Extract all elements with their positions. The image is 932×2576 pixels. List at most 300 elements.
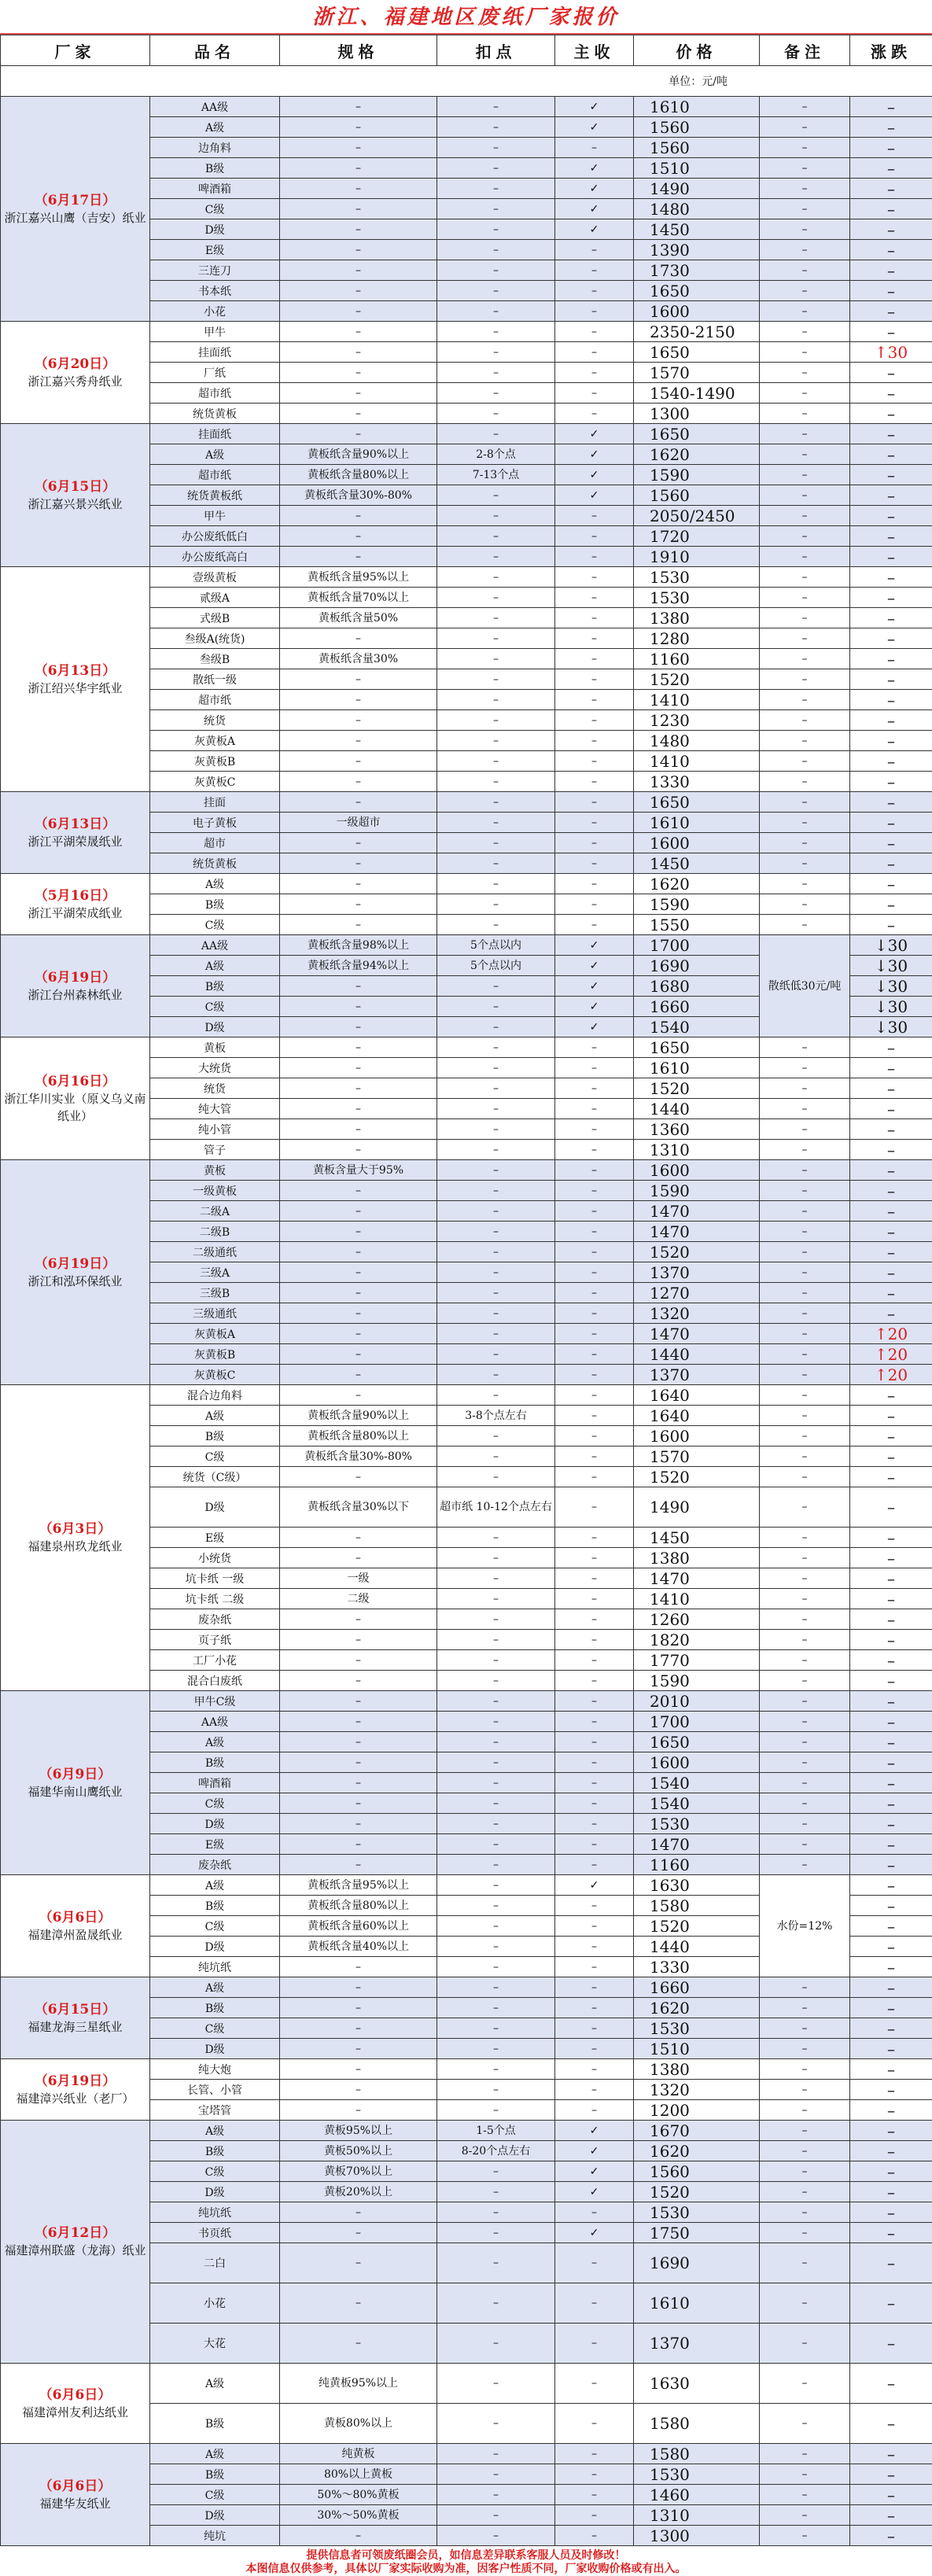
collect-cell: – [555,1896,634,1916]
change-cell: – [850,301,932,322]
product-name: D级 [150,1017,280,1037]
deduct-cell: – [437,813,555,833]
product-name: 宝塔管 [150,2100,280,2121]
collect-cell: – [555,1181,634,1201]
change-cell: – [850,1691,932,1712]
change-cell: – [850,1548,932,1568]
note-cell: – [760,710,850,731]
product-name: C级 [150,915,280,935]
change-cell: – [850,1896,932,1916]
change-cell: – [850,1385,932,1406]
note-cell: 散纸低30元/吨 [760,935,850,1037]
deduct-cell: – [437,506,555,526]
product-name: A级 [150,2121,280,2141]
collect-cell: – [555,1528,634,1548]
table-row [1,322,932,342]
note-cell: 水份=12% [760,1875,850,1977]
product-name: 电子黄板 [150,813,280,833]
spec-cell: – [280,2283,437,2324]
product-name: 散纸一级 [150,669,280,690]
deduct-cell: – [437,1426,555,1446]
change-cell: – [850,465,932,485]
collect-cell: – [555,1548,634,1568]
price-cell: 1470 [634,1324,760,1344]
factory-name: 福建华南山鹰纸业 [28,1784,123,1799]
change-cell: – [850,424,932,444]
spec-cell: – [280,424,437,444]
deduct-cell: – [437,792,555,813]
price-cell: 1670 [634,2121,760,2141]
collect-cell: ✓ [555,97,634,117]
product-name: B级 [150,1426,280,1446]
table-row [1,97,932,117]
factory-name: 浙江嘉兴景兴纸业 [28,496,123,511]
spec-cell: 黄板70%以上 [280,2161,437,2182]
spec-cell: 黄板纸含量95%以上 [280,567,437,588]
deduct-cell: – [437,1977,555,1998]
note-cell: – [760,2080,850,2100]
factory-name: 浙江嘉兴秀舟纸业 [28,374,123,389]
spec-cell: – [280,1017,437,1037]
collect-cell: – [555,506,634,526]
collect-cell: – [555,1773,634,1793]
product-name: A级 [150,956,280,976]
note-cell: – [760,2018,850,2039]
price-cell: 1580 [634,2404,760,2444]
collect-cell: – [555,240,634,260]
product-name: 超市 [150,833,280,853]
price-cell: 1520 [634,1916,760,1937]
product-name: 叁级A(统货) [150,628,280,649]
price-cell: 1640 [634,1385,760,1406]
deduct-cell: – [437,669,555,690]
change-cell: – [850,1037,932,1058]
note-cell: – [760,1242,850,1262]
deduct-cell: – [437,1937,555,1957]
product-name: D级 [150,2039,280,2059]
deduct-cell: – [437,158,555,179]
collect-cell: – [555,853,634,874]
collect-cell: – [555,833,634,853]
price-cell: 1520 [634,669,760,690]
collect-cell: – [555,792,634,813]
note-cell: – [760,138,850,158]
spec-cell: 黄板80%以上 [280,2404,437,2444]
collect-cell: – [555,915,634,935]
product-name: 统货黄板 [150,404,280,424]
factory-cell [1,792,150,874]
price-cell: 1410 [634,751,760,772]
deduct-cell: – [437,1630,555,1650]
note-cell: – [760,1324,850,1344]
note-cell: – [760,1426,850,1446]
change-cell: – [850,1303,932,1324]
spec-cell: – [280,1058,437,1078]
change-cell: – [850,2161,932,2182]
deduct-cell: – [437,976,555,997]
spec-cell: – [280,281,437,301]
deduct-cell: – [437,404,555,424]
note-cell: – [760,608,850,628]
note-cell: – [760,1119,850,1140]
spec-cell: 黄板纸含量30%以下 [280,1487,437,1528]
deduct-cell: – [437,1058,555,1078]
note-cell: – [760,1262,850,1283]
change-cell: – [850,1078,932,1099]
change-cell: – [850,1752,932,1773]
change-cell: – [850,690,932,710]
product-name: 统货 [150,1078,280,1099]
spec-cell: 纯黄板 [280,2444,437,2464]
deduct-cell: – [437,138,555,158]
spec-cell: – [280,2526,437,2546]
deduct-cell: – [437,1385,555,1406]
collect-cell: – [555,1446,634,1467]
deduct-cell: – [437,567,555,588]
factory-cell [1,322,150,424]
factory-cell [1,935,150,1037]
spec-cell: – [280,1303,437,1324]
deduct-cell: – [437,1262,555,1283]
product-name: 啤酒箱 [150,179,280,199]
price-cell: 1700 [634,1712,760,1732]
note-cell: – [760,1201,850,1222]
note-cell: – [760,404,850,424]
note-cell: – [760,2324,850,2364]
note-cell: – [760,772,850,792]
unit-row [1,66,932,97]
change-cell: – [850,628,932,649]
product-name: A级 [150,1406,280,1426]
note-cell: – [760,1977,850,1998]
spec-cell: – [280,1528,437,1548]
product-name: 纯大管 [150,1099,280,1119]
deduct-cell: – [437,2223,555,2243]
note-cell: – [760,2039,850,2059]
collect-cell: ✓ [555,2223,634,2243]
spec-cell: – [280,1242,437,1262]
product-name: 统货 [150,710,280,731]
note-cell: – [760,2161,850,2182]
spec-cell: – [280,751,437,772]
header-spec: 规格 [280,35,437,66]
product-name: A级 [150,1977,280,1998]
change-cell: – [850,2018,932,2039]
price-cell: 1700 [634,935,760,956]
note-cell: – [760,97,850,117]
change-cell: – [850,710,932,731]
collect-cell: ✓ [555,1875,634,1896]
spec-cell: – [280,915,437,935]
price-cell: 1600 [634,301,760,322]
collect-cell: – [555,1426,634,1446]
note-cell: – [760,1773,850,1793]
collect-cell: – [555,322,634,342]
collect-cell: – [555,1650,634,1671]
factory-cell [1,1037,150,1160]
spec-cell: – [280,138,437,158]
change-cell: – [850,1201,932,1222]
factory-date: （6月16日） [34,1073,116,1089]
factory-date: （6月19日） [34,2073,116,2089]
deduct-cell: – [437,690,555,710]
product-name: C级 [150,1916,280,1937]
note-cell: – [760,506,850,526]
note-cell: – [760,2059,850,2080]
deduct-cell: 2-8个点 [437,444,555,465]
deduct-cell: – [437,1855,555,1875]
change-cell: – [850,2505,932,2526]
spec-cell: 一级超市 [280,813,437,833]
change-cell: ↓30 [850,956,932,976]
collect-cell: – [555,649,634,669]
collect-cell: – [555,2018,634,2039]
spec-cell: 黄板纸含量98%以上 [280,935,437,956]
collect-cell: – [555,1058,634,1078]
collect-cell: ✓ [555,956,634,976]
spec-cell: 30%～50%黄板 [280,2505,437,2526]
change-cell: – [850,915,932,935]
deduct-cell: – [437,1752,555,1773]
product-name: 工厂小花 [150,1650,280,1671]
factory-cell [1,1875,150,1977]
spec-cell: – [280,772,437,792]
price-cell: 1530 [634,2202,760,2223]
price-cell: 1520 [634,2182,760,2202]
collect-cell: – [555,281,634,301]
change-cell: – [850,179,932,199]
price-cell: 1530 [634,588,760,608]
spec-cell: – [280,2243,437,2283]
change-cell: – [850,2324,932,2364]
change-cell: – [850,608,932,628]
deduct-cell: – [437,1303,555,1324]
factory-date: （6月19日） [34,969,116,986]
change-cell: – [850,2100,932,2121]
price-cell: 1310 [634,2505,760,2526]
price-cell: 1580 [634,2444,760,2464]
note-cell: – [760,1467,850,1487]
note-cell: – [760,1037,850,1058]
note-cell: – [760,424,850,444]
spec-cell: – [280,2080,437,2100]
spec-cell: – [280,853,437,874]
deduct-cell: – [437,1712,555,1732]
change-cell: – [850,1160,932,1181]
collect-cell: – [555,2100,634,2121]
deduct-cell: – [437,1589,555,1609]
change-cell: – [850,751,932,772]
factory-name: 福建漳州联盛（龙海）纸业 [4,2243,146,2257]
price-cell: 1320 [634,1303,760,1324]
change-cell: – [850,547,932,567]
collect-cell: – [555,1160,634,1181]
collect-cell: – [555,2324,634,2364]
spec-cell: – [280,1548,437,1568]
deduct-cell: 7-13个点 [437,465,555,485]
product-name: C级 [150,2018,280,2039]
note-cell: – [760,1671,850,1691]
deduct-cell: – [437,1037,555,1058]
product-name: 办公废纸高白 [150,547,280,567]
change-cell: – [850,1446,932,1467]
note-cell: – [760,1650,850,1671]
change-cell: – [850,1426,932,1446]
spec-cell: – [280,1365,437,1385]
spec-cell: – [280,1998,437,2018]
product-name: AA级 [150,935,280,956]
collect-cell: ✓ [555,997,634,1017]
factory-name: 浙江平湖荣成纸业 [28,905,123,920]
note-cell: – [760,1998,850,2018]
note-cell: – [760,363,850,383]
change-cell: – [850,506,932,526]
price-cell: 1530 [634,1814,760,1834]
price-cell: 1720 [634,526,760,547]
factory-name: 福建漳州盈晟纸业 [28,1927,123,1942]
factory-date: （6月15日） [34,478,116,495]
factory-cell [1,2059,150,2121]
price-cell: 1510 [634,2039,760,2059]
price-cell: 1280 [634,628,760,649]
product-name: B级 [150,1896,280,1916]
collect-cell: – [555,1671,634,1691]
factory-name: 浙江华川实业（原义乌义南纸业） [4,1091,146,1123]
price-cell: 1540 [634,1793,760,1814]
spec-cell: 黄板纸含量90%以上 [280,444,437,465]
note-cell: – [760,813,850,833]
product-name: 办公废纸低白 [150,526,280,547]
product-name: 甲牛 [150,506,280,526]
collect-cell: – [555,1589,634,1609]
note-cell: – [760,2121,850,2141]
deduct-cell: – [437,1896,555,1916]
price-cell: 1540 [634,1017,760,1037]
spec-cell: – [280,874,437,894]
price-cell: 1610 [634,1058,760,1078]
change-cell: – [850,1855,932,1875]
spec-cell: – [280,1957,437,1977]
change-cell: – [850,1589,932,1609]
price-cell: 1610 [634,2283,760,2324]
spec-cell: – [280,97,437,117]
collect-cell: – [555,1977,634,1998]
product-name: 纯坑 [150,2526,280,2546]
spec-cell: – [280,260,437,281]
collect-cell: – [555,731,634,751]
spec-cell: 黄板纸含量90%以上 [280,1406,437,1426]
spec-cell: – [280,1385,437,1406]
price-cell: 1650 [634,1732,760,1752]
note-cell: – [760,444,850,465]
product-name: 废杂纸 [150,1609,280,1630]
spec-cell: – [280,383,437,404]
change-cell: ↑30 [850,342,932,363]
note-cell: – [760,2505,850,2526]
deduct-cell: – [437,2364,555,2404]
change-cell: – [850,1916,932,1937]
spec-cell: – [280,1262,437,1283]
spec-cell: – [280,1099,437,1119]
product-name: AA级 [150,97,280,117]
spec-cell: – [280,1467,437,1487]
change-cell: – [850,281,932,301]
spec-cell: – [280,1650,437,1671]
deduct-cell: 超市纸 10-12个点左右 [437,1487,555,1528]
collect-cell: – [555,383,634,404]
product-name: 大统货 [150,1058,280,1078]
note-cell: – [760,1160,850,1181]
note-cell: – [760,1528,850,1548]
price-cell: 1620 [634,874,760,894]
deduct-cell: – [437,1814,555,1834]
factory-date: （6月6日） [39,2386,112,2403]
change-cell: – [850,1528,932,1548]
deduct-cell: – [437,710,555,731]
spec-cell: – [280,894,437,915]
factory-name: 福建漳州友利达纸业 [21,2405,128,2419]
collect-cell: – [555,301,634,322]
note-cell: – [760,1078,850,1099]
collect-cell: – [555,772,634,792]
note-cell: – [760,2526,850,2546]
note-cell: – [760,2464,850,2485]
change-cell: – [850,404,932,424]
product-name: A级 [150,2364,280,2404]
factory-name: 福建华友纸业 [39,2496,111,2511]
deduct-cell: – [437,894,555,915]
factory-date: （6月15日） [34,2001,116,2018]
price-cell: 1530 [634,2018,760,2039]
change-cell: ↓30 [850,976,932,997]
product-name: B级 [150,158,280,179]
table-row [1,1037,932,1058]
deduct-cell: – [437,1181,555,1201]
product-name: 式级B [150,608,280,628]
collect-cell: – [555,526,634,547]
product-name: B级 [150,2141,280,2161]
change-cell: – [850,2182,932,2202]
product-name: 坑卡纸 一级 [150,1568,280,1589]
product-name: 边角料 [150,138,280,158]
price-cell: 1310 [634,1140,760,1160]
price-cell: 2350-2150 [634,322,760,342]
price-cell: 1300 [634,404,760,424]
price-cell: 1630 [634,2364,760,2404]
collect-cell: – [555,1855,634,1875]
product-name: C级 [150,1446,280,1467]
collect-cell: ✓ [555,1017,634,1037]
spec-cell: – [280,1712,437,1732]
change-cell: – [850,1487,932,1528]
note-cell: – [760,1712,850,1732]
note-cell: – [760,219,850,240]
spec-cell: – [280,322,437,342]
note-cell: – [760,2364,850,2404]
note-cell: – [760,1589,850,1609]
deduct-cell: – [437,1528,555,1548]
note-cell: – [760,1344,850,1365]
collect-cell: – [555,1568,634,1589]
product-name: D级 [150,1937,280,1957]
change-cell: – [850,240,932,260]
collect-cell: ✓ [555,158,634,179]
note-cell: – [760,751,850,772]
price-cell: 1560 [634,2161,760,2182]
collect-cell: – [555,1344,634,1365]
price-cell: 1510 [634,158,760,179]
spec-cell: 黄板含量大于95% [280,1160,437,1181]
